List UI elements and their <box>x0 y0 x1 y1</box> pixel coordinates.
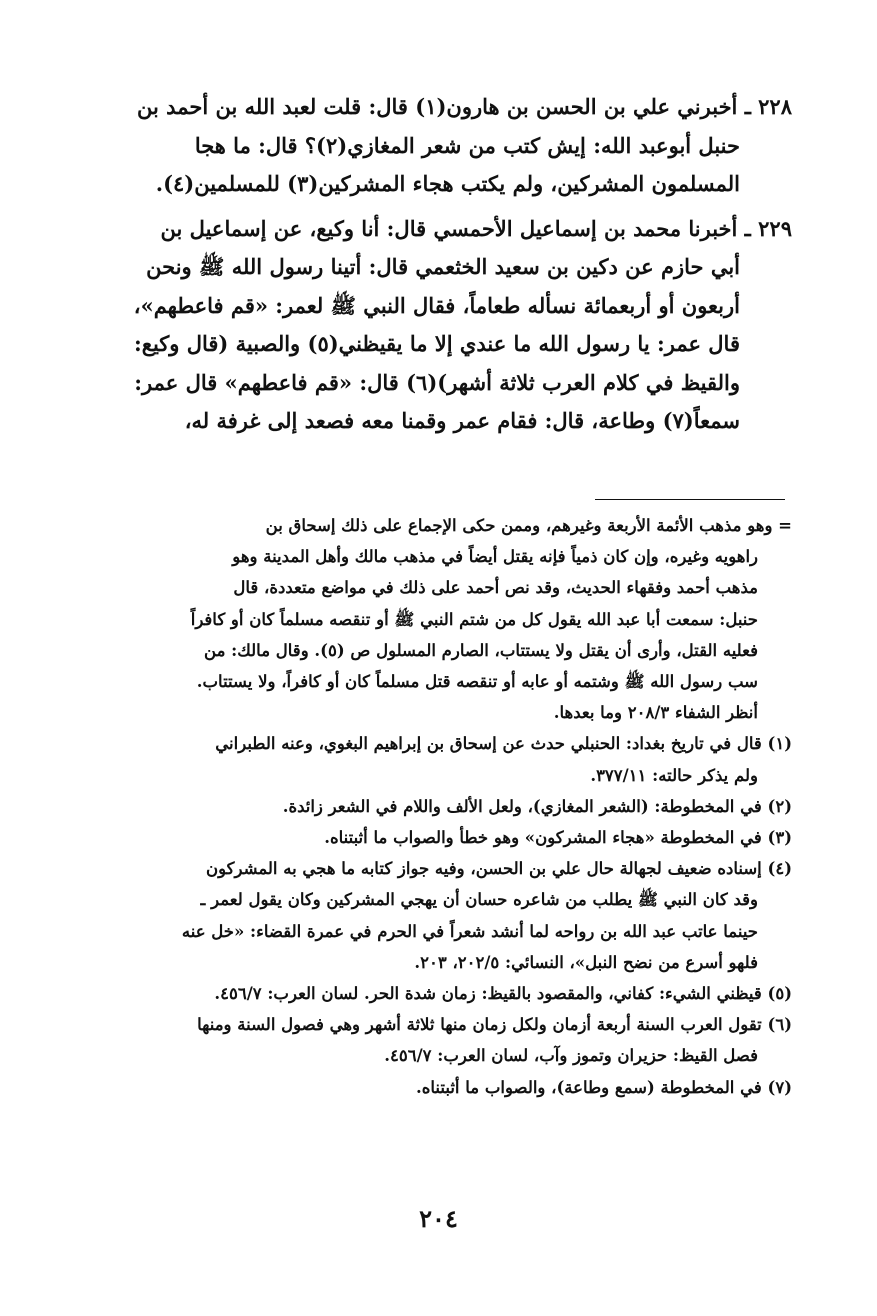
footnote-line: (٥) قيظني الشيء: كفاني، والمقصود بالقيظ: زمان شدة الحر. لسان العرب: ٤٥٦/٧. <box>214 984 792 1004</box>
footnote-line: سب رسول الله ﷺ وشتمه أو عابه أو تنقصه قتل مسلماً كان أو كافراً، ولا يستتاب. <box>196 672 758 692</box>
footnote-line: (١) قال في تاريخ بغداد: الحنبلي حدث عن إسحاق بن إبراهيم البغوي، وعنه الطبراني <box>215 734 792 754</box>
footnote-6 <box>92 1009 792 1071</box>
main-text <box>92 88 792 447</box>
footnote-line: مذهب أحمد وفقهاء الحديث، وقد نص أحمد على ذلك في مواضع متعددة، قال <box>233 578 758 598</box>
text-line: قال عمر: يا رسول الله ما عندي إلا ما يقيظني(٥) والصبية (قال وكيع: <box>134 331 740 356</box>
footnote-line: (٣) في المخطوطة «هجاء المشركون» وهو خطأ والصواب ما أثبتناه. <box>324 828 792 848</box>
footnote-line: فصل القيظ: حزيران وتموز وآب، لسان العرب: ٤٥٦/٧. <box>384 1046 758 1066</box>
footnote-line: (٤) إسناده ضعيف لجهالة حال علي بن الحسن، وفيه جواز كتابه ما هجي به المشركون <box>206 859 792 879</box>
footnote-4 <box>92 853 792 978</box>
footnote-line: أنظر الشفاء ٢٠٨/٣ وما بعدها. <box>553 703 758 723</box>
footnote-5 <box>92 978 792 1009</box>
footnote-line: فلهو أسرع من نضح النبل»، النسائي: ٢٠٢/٥، ٢٠٣. <box>414 952 758 972</box>
footnote-line: فعليه القتل، وأرى أن يقتل ولا يستتاب، الصارم المسلول ص (٥). وقال مالك: من <box>204 640 758 660</box>
text-line: حنبل أبوعبد الله: إيش كتب من شعر المغازي(٢)؟ قال: ما هجا <box>194 132 740 158</box>
text-line: ٢٢٨ ـ أخبرني علي بن الحسن بن هارون(١) قال: قلت لعبد الله بن أحمد بن <box>137 94 792 119</box>
footnote-line: (٢) في المخطوطة: (الشعر المغازي)، ولعل الألف واللام في الشعر زائدة. <box>282 796 792 816</box>
footnote-2 <box>92 791 792 822</box>
hadith-entry-228 <box>92 88 792 204</box>
footnote-7 <box>92 1072 792 1103</box>
footnotes <box>92 510 792 1103</box>
footnote-separator <box>595 499 785 500</box>
footnote-line: راهويه وغيره، وإن كان ذمياً فإنه يقتل أيضاً في مذهب مالك وأهل المدينة وهو <box>232 547 758 567</box>
footnote-line: حنبل: سمعت أبا عبد الله يقول كل من شتم النبي ﷺ أو تنقصه مسلماً كان أو كافراً <box>190 609 758 629</box>
text-line: ٢٢٩ ـ أخبرنا محمد بن إسماعيل الأحمسي قال: أنا وكيع، عن إسماعيل بن <box>160 215 792 241</box>
text-line: والقيظ في كلام العرب ثلاثة أشهر)(٦) قال: «قم فاعطهم» قال عمر: <box>134 369 740 395</box>
footnote-line: = وهو مذهب الأئمة الأربعة وغيرهم، وممن حكى الإجماع على ذلك إسحاق بن <box>265 516 792 535</box>
footnote-line: حينما عاتب عبد الله بن رواحه لما أنشد شعراً في الحرم في عمرة القضاء: «خل عنه <box>181 921 758 941</box>
text-line: سمعاً(٧) وطاعة، قال: فقام عمر وقمنا معه فصعد إلى غرفة له، <box>184 408 740 433</box>
footnote-3 <box>92 822 792 853</box>
footnote-continued <box>92 510 792 728</box>
footnote-line: (٧) في المخطوطة (سمع وطاعة)، والصواب ما أثبتناه. <box>415 1077 792 1097</box>
footnote-line: وقد كان النبي ﷺ يطلب من شاعره حسان أن يهجي المشركين وكان يقول لعمر ـ <box>200 890 758 910</box>
text-line: المسلمون المشركين، ولم يكتب هجاء المشركين(٣) للمسلمين(٤). <box>155 171 740 196</box>
footnote-1 <box>92 728 792 790</box>
footnote-line: (٦) تقول العرب السنة أربعة أزمان ولكل زمان منها ثلاثة أشهر وهي فصول السنة ومنها <box>197 1015 792 1035</box>
footnote-line: ولم يذكر حالته: ٣٧٧/١١. <box>590 765 758 785</box>
page-number: ٢٠٤ <box>419 1204 458 1233</box>
text-line: أربعون أو أربعمائة نسأله طعاماً، فقال النبي ﷺ لعمر: «قم فاعطهم»، <box>133 292 740 318</box>
hadith-entry-229 <box>92 210 792 441</box>
text-line: أبي حازم عن دكين بن سعيد الخثعمي قال: أتينا رسول الله ﷺ ونحن <box>146 254 740 279</box>
